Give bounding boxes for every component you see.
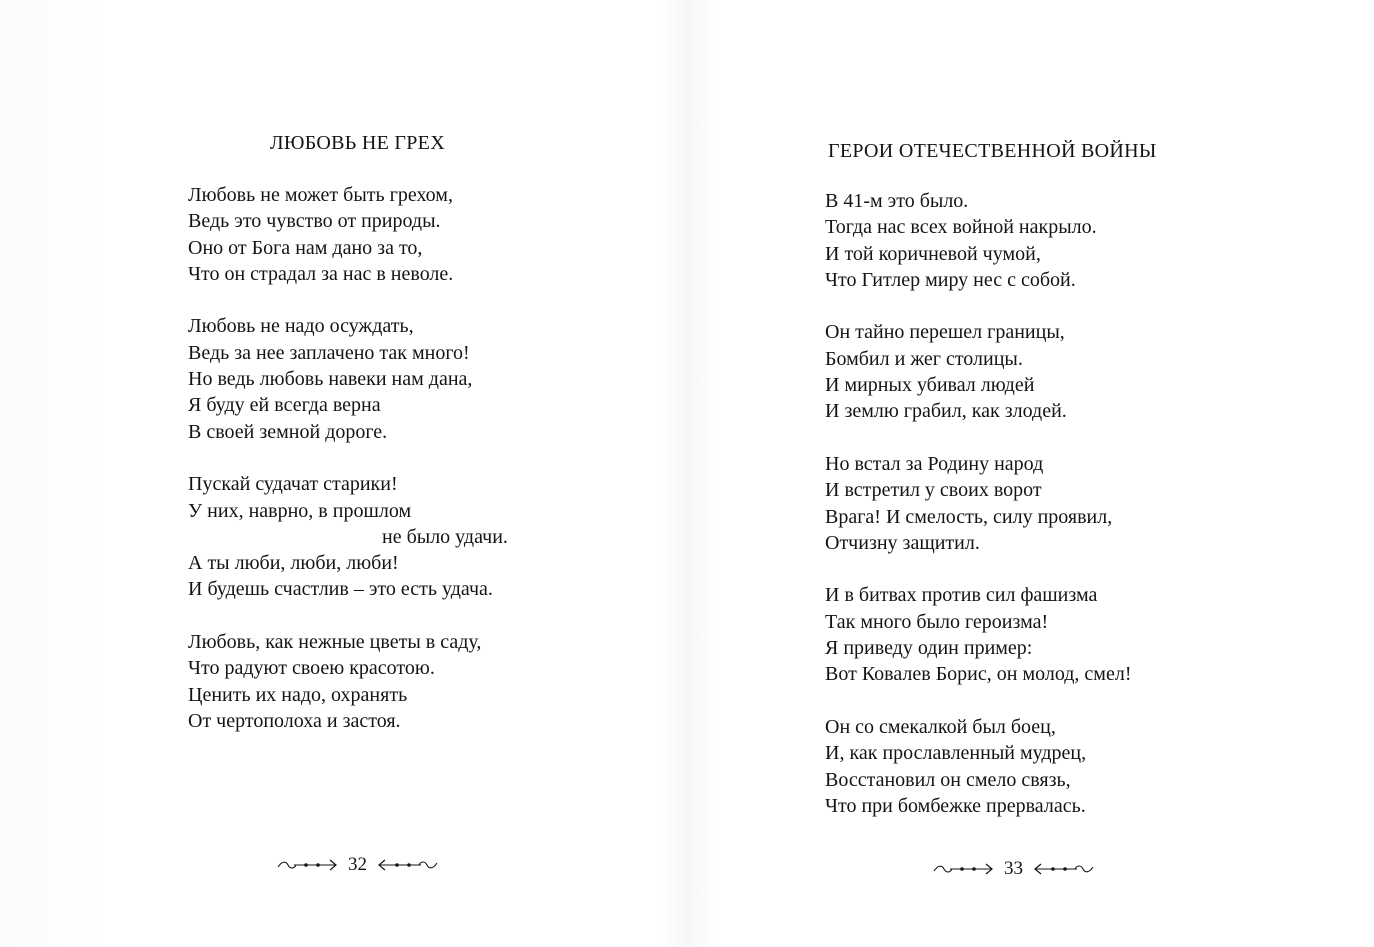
poem-line: А ты люби, люби, люби!: [188, 552, 399, 575]
poem-line: Так много было героизма!: [825, 610, 1049, 633]
poem-line: Врага! И смелость, силу проявил,: [825, 505, 1113, 528]
flourish-ornament-icon: [377, 858, 439, 872]
poem-line: И, как прославленный мудрец,: [825, 742, 1087, 765]
poem-line: Ценить их надо, охранять: [188, 683, 408, 706]
page-number: 33: [1004, 858, 1023, 879]
poem-line: И будешь счастлив – это есть удача.: [188, 578, 493, 601]
stanza: [188, 471, 508, 602]
poem-line: Я приведу один пример:: [825, 637, 1033, 660]
stanza: [825, 451, 1131, 556]
stanza: [825, 582, 1131, 687]
stanza: [825, 714, 1131, 819]
poem-line: Но встал за Родину народ: [825, 452, 1044, 475]
page-number-footer: [276, 854, 439, 876]
poem-line: Но ведь любовь навеки нам дана,: [188, 368, 473, 391]
poem-line: И встретил у своих ворот: [825, 479, 1042, 502]
poem-line: Ведь это чувство от природы.: [188, 210, 441, 233]
poem-line: У них, наврно, в прошлом: [188, 499, 412, 522]
poem-line: Любовь, как нежные цветы в саду,: [188, 631, 482, 654]
poem-line: Бомбил и жег столицы.: [825, 347, 1023, 370]
stanza: [188, 629, 508, 734]
poem-line: И мирных убивал людей: [825, 374, 1035, 397]
poem-line: Что Гитлер миру нес с собой.: [825, 268, 1076, 291]
page-number-footer: [932, 858, 1095, 880]
flourish-ornament-icon: [276, 858, 338, 872]
poem-line: Ведь за нее заплачено так много!: [188, 341, 470, 364]
poem-line: Пускай судачат старики!: [188, 473, 398, 496]
stanza: [188, 182, 508, 287]
poem-line: Вот Ковалев Борис, он молод, смел!: [825, 663, 1132, 686]
page-number: 32: [348, 854, 367, 875]
poem-title: ГЕРОИ ОТЕЧЕСТВЕННОЙ ВОЙНЫ: [828, 140, 1157, 162]
stanza: [825, 188, 1131, 293]
poem-line: Он со смекалкой был боец,: [825, 715, 1056, 738]
poem-line: Любовь не надо осуждать,: [188, 315, 414, 338]
poem-line: Что при бомбежке прервалась.: [825, 794, 1086, 817]
poem-line: От чертополоха и застоя.: [188, 709, 401, 732]
stanza: [188, 313, 508, 444]
poem-line: В своей земной дороге.: [188, 420, 388, 443]
stanza: [825, 319, 1131, 424]
poem-line: Что радуют своею красотою.: [188, 657, 435, 680]
flourish-ornament-icon: [1033, 862, 1095, 876]
poem-line: И землю грабил, как злодей.: [825, 400, 1067, 423]
poem-line: Отчизну защитил.: [825, 531, 980, 554]
poem-line: Он тайно перешел границы,: [825, 321, 1065, 344]
poem-title: ЛЮБОВЬ НЕ ГРЕХ: [270, 132, 445, 154]
right-page: [687, 0, 1374, 947]
poem-body: [188, 182, 508, 761]
poem-line: Я буду ей всегда верна: [188, 394, 381, 417]
poem-line: Что он страдал за нас в неволе.: [188, 262, 454, 285]
poem-line: Восстановил он смело связь,: [825, 768, 1071, 791]
flourish-ornament-icon: [932, 862, 994, 876]
poem-line: В 41-м это было.: [825, 190, 969, 212]
poem-line: И той коричневой чумой,: [825, 242, 1041, 265]
poem-line: И в битвах против сил фашизма: [825, 584, 1098, 607]
poem-line: Оно от Бога нам дано за то,: [188, 236, 423, 259]
poem-line: Тогда нас всех войной накрыло.: [825, 216, 1097, 239]
poem-line: не было удачи.: [382, 525, 508, 548]
poem-line: Любовь не может быть грехом,: [188, 184, 453, 206]
poem-body: [825, 188, 1131, 845]
